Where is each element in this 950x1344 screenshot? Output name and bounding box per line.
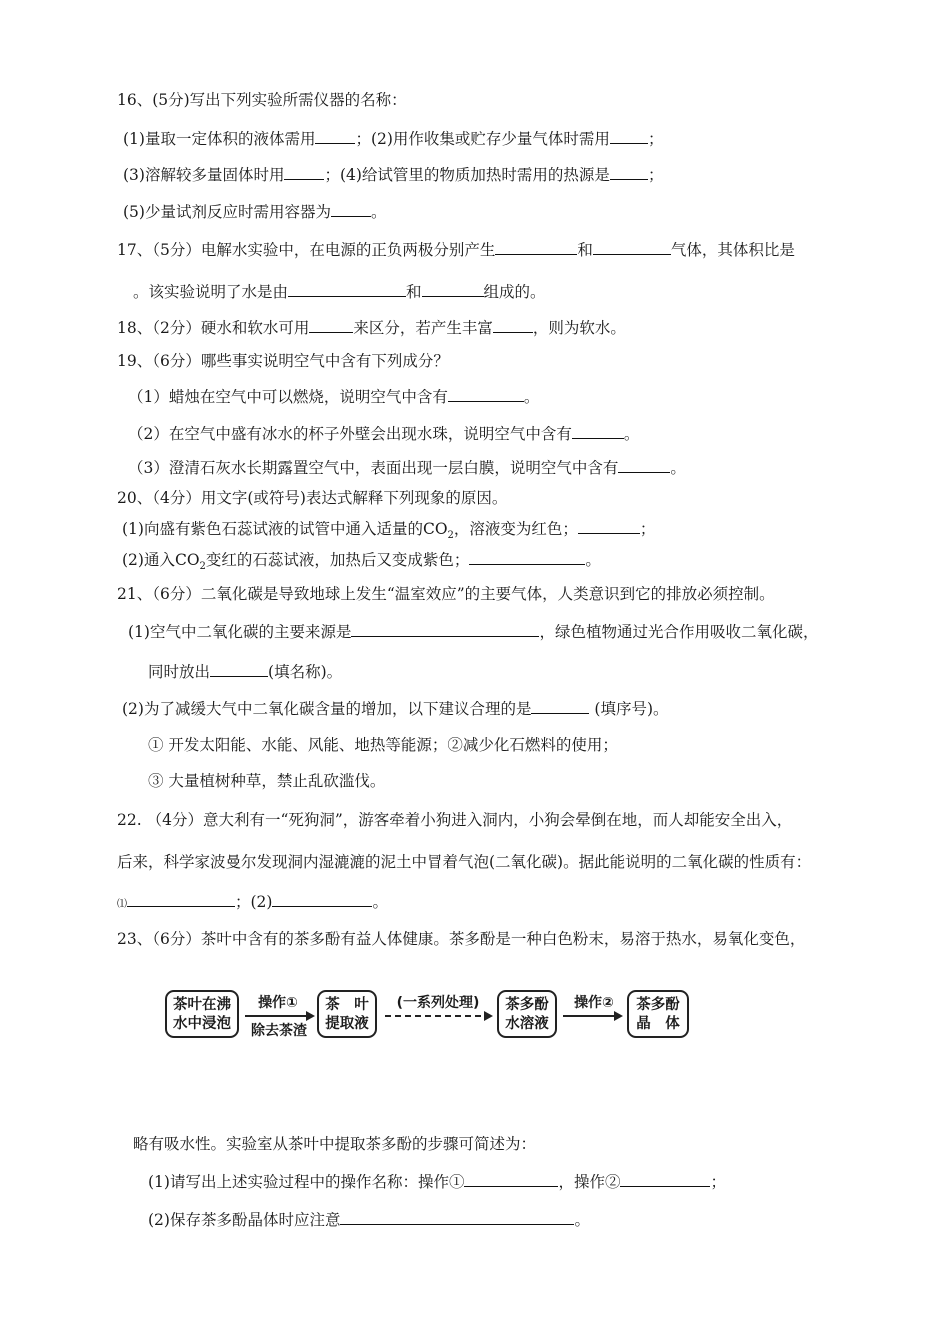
flow-arrow-3 [563, 1015, 621, 1017]
flow-arrow-2 [385, 1015, 491, 1017]
q20-text: (1)向盛有紫色石蕊试液的试管中通入适量的CO [122, 520, 448, 538]
q23-text: ，操作② [558, 1173, 621, 1191]
q20-text: 。 [585, 551, 601, 569]
flow-box-text: 茶叶在沸 [173, 997, 231, 1013]
q17-text: 17、（5分）电解水实验中，在电源的正负两极分别产生 [117, 241, 496, 259]
flow-box-solution [497, 990, 557, 1038]
answer-blank[interactable] [610, 128, 648, 144]
flow-op1-label: 操作① [258, 995, 298, 1011]
answer-blank[interactable] [448, 386, 524, 402]
q22-text: ⑴ [117, 899, 127, 910]
flow-box-text: 茶多酚 [636, 997, 680, 1013]
q23-text: 。 [574, 1211, 590, 1229]
answer-blank[interactable] [210, 661, 268, 677]
q21-text: (填序号)。 [589, 700, 669, 718]
q19-item3 [128, 457, 686, 478]
q21-option-1: ① 开发太阳能、水能、风能、地热等能源；②减少化石燃料的使用； [148, 736, 618, 754]
flow-box-crystal [627, 990, 689, 1038]
q21-item1 [128, 621, 818, 642]
answer-blank[interactable] [620, 1171, 710, 1187]
answer-blank[interactable] [127, 891, 235, 907]
q19-item1 [128, 386, 539, 407]
q16-text: ； [647, 130, 664, 148]
flow-op3-label: 操作② [574, 995, 614, 1011]
q16-heading: 16、(5分)写出下列实验所需仪器的名称： [117, 91, 407, 109]
q16-text: ； [647, 166, 664, 184]
answer-blank[interactable] [272, 891, 372, 907]
q20-text: ； [639, 520, 656, 538]
answer-blank[interactable] [351, 621, 539, 637]
q17-text: 组成的。 [483, 283, 546, 301]
q20-item2 [122, 549, 601, 577]
q22-text: 。 [372, 893, 388, 911]
q17-text: 气体，其体积比是 [670, 241, 795, 259]
q21-heading: 21、（6分）二氧化碳是导致地球上发生“温室效应”的主要气体，人类意识到它的排放必须控制。 [117, 585, 775, 603]
q18-line [117, 317, 626, 338]
answer-blank[interactable] [618, 457, 670, 473]
answer-blank[interactable] [493, 317, 533, 333]
q16-line3 [123, 201, 386, 222]
q19-item2 [128, 423, 639, 444]
q16-line1 [123, 128, 663, 149]
answer-blank[interactable] [495, 239, 577, 255]
answer-blank[interactable] [340, 1209, 574, 1225]
q19-text: 。 [523, 388, 540, 406]
q17-line1 [117, 239, 795, 260]
q19-text: 。 [670, 459, 686, 477]
q17-text: 和 [577, 241, 593, 259]
q16-line2 [123, 164, 663, 185]
q21-option-3: ③ 大量植树种草，禁止乱砍滥伐。 [148, 772, 386, 790]
q17-text: 。该实验说明了水是由 [133, 283, 289, 301]
q18-text: 18、（2分）硬水和软水可用 [117, 319, 310, 337]
q23-text: (2)保存茶多酚晶体时应注意 [148, 1211, 341, 1229]
answer-blank[interactable] [578, 518, 640, 534]
flow-op2-label: (一系列处理) [396, 995, 480, 1011]
flow-box-tea-soak [165, 990, 239, 1038]
answer-blank[interactable] [284, 164, 324, 180]
q17-text: 和 [406, 283, 422, 301]
q19-text: 。 [623, 425, 640, 443]
answer-blank[interactable] [469, 549, 585, 565]
flow-op1-sublabel: 除去茶渣 [251, 1023, 307, 1039]
flow-box-text: 水中浸泡 [173, 1016, 231, 1032]
answer-blank[interactable] [309, 317, 353, 333]
answer-blank[interactable] [572, 423, 624, 439]
q16-text: 。 [370, 203, 387, 221]
answer-blank[interactable] [464, 1171, 558, 1187]
q22-line3 [117, 891, 388, 915]
q16-text: ；(2)用作收集或贮存少量气体时需用 [355, 130, 610, 148]
answer-blank[interactable] [422, 281, 484, 297]
q23-item1 [148, 1171, 726, 1192]
q19-text: （1）蜡烛在空气中可以燃烧，说明空气中含有 [128, 388, 448, 406]
flow-box-extract [317, 990, 377, 1038]
q21-text: 同时放出 [148, 663, 211, 681]
q16-text: (3)溶解较多量固体时用 [123, 166, 285, 184]
q20-text: ，溶液变为红色； [453, 520, 578, 538]
flow-box-text: 晶 体 [636, 1016, 680, 1032]
flow-box-text: 茶 叶 [325, 997, 369, 1013]
flow-box-text: 提取液 [325, 1016, 369, 1032]
answer-blank[interactable] [531, 698, 589, 714]
q19-text: （2）在空气中盛有冰水的杯子外壁会出现水珠，说明空气中含有 [128, 425, 572, 443]
answer-blank[interactable] [593, 239, 671, 255]
q23-item2 [148, 1209, 590, 1230]
q20-item1 [122, 518, 655, 546]
q18-text: ，则为软水。 [532, 319, 626, 337]
q21-text: (1)空气中二氧化碳的主要来源是 [128, 623, 352, 641]
flow-arrow-1 [245, 1015, 313, 1017]
q22-line2: 后来，科学家波曼尔发现洞内湿漉漉的泥土中冒着气泡(二氧化碳)。据此能说明的二氧化碳的性质有： [117, 853, 812, 871]
q20-text: 变红的石蕊试液，加热后又变成紫色； [205, 551, 470, 569]
q22-text: ；(2) [235, 893, 273, 911]
q21-text: ，绿色植物通过光合作用吸收二氧化碳， [539, 623, 819, 641]
answer-blank[interactable] [610, 164, 648, 180]
q19-text: （3）澄清石灰水长期露置空气中，表面出现一层白膜，说明空气中含有 [128, 459, 619, 477]
subscript: 2 [199, 561, 206, 573]
q16-text: (1)量取一定体积的液体需用 [123, 130, 316, 148]
q20-heading: 20、（4分）用文字(或符号)表达式解释下列现象的原因。 [117, 489, 508, 507]
q18-text: 来区分，若产生丰富 [353, 319, 493, 337]
q23-heading: 23、（6分）茶叶中含有的茶多酚有益人体健康。茶多酚是一种白色粉末，易溶于热水，易氧化变色， [117, 930, 806, 948]
process-flow-diagram [165, 986, 695, 1046]
q21-item2 [122, 698, 669, 719]
q23-continued: 略有吸水性。实验室从茶叶中提取茶多酚的步骤可简述为： [133, 1135, 537, 1153]
subscript: 2 [447, 530, 454, 542]
answer-blank[interactable] [315, 128, 355, 144]
answer-blank[interactable] [288, 281, 406, 297]
q19-heading: 19、（6分）哪些事实说明空气中含有下列成分？ [117, 352, 449, 370]
q16-text: ；(4)给试管里的物质加热时需用的热源是 [324, 166, 610, 184]
q16-text: (5)少量试剂反应时需用容器为 [123, 203, 331, 221]
q21-text: (填名称)。 [268, 663, 343, 681]
q23-text: ； [710, 1173, 726, 1191]
flow-box-text: 茶多酚 [505, 997, 549, 1013]
q23-text: (1)请写出上述实验过程中的操作名称：操作① [148, 1173, 465, 1191]
q22-line1: 22. （4分）意大利有一“死狗洞”，游客牵着小狗进入洞内，小狗会晕倒在地，而人却能安全出入， [117, 811, 793, 829]
q17-line2 [133, 281, 546, 302]
flow-box-text: 水溶液 [505, 1016, 549, 1032]
q21-text: (2)为了减缓大气中二氧化碳含量的增加，以下建议合理的是 [122, 700, 532, 718]
q21-item1-cont [148, 661, 342, 682]
answer-blank[interactable] [331, 201, 371, 217]
q20-text: (2)通入CO [122, 551, 200, 569]
